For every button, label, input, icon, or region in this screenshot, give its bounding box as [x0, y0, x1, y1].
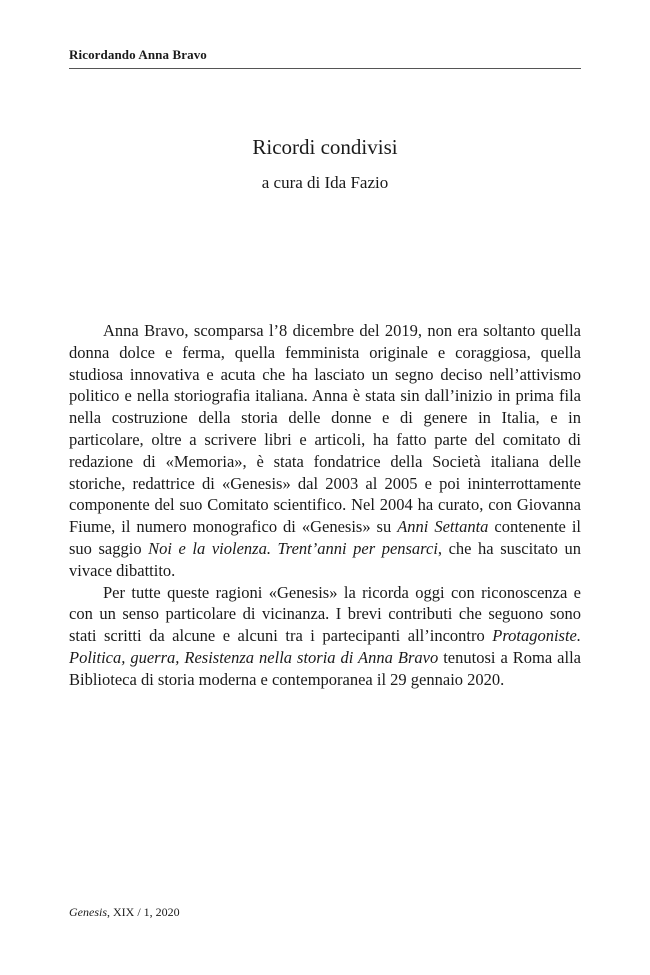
article-title: Ricordi condivisi [252, 135, 398, 159]
paragraph-1-text-b: contenente il suo saggio [69, 517, 581, 558]
paragraph-2 [69, 582, 581, 691]
paragraph-2-text-b: tenutosi a Roma alla Biblioteca di storia moderna e contemporanea il 29 gennaio 2020. [69, 647, 581, 689]
footer-issue: , XIX / 1, 2020 [107, 905, 180, 919]
running-head: Ricordando Anna Bravo [69, 47, 207, 62]
page-footer [69, 905, 180, 920]
footer-journal: Genesis [69, 905, 107, 919]
paragraph-1-text-a: Anna Bravo, scomparsa l’8 dicembre del 2019, non era soltanto quella donna dolce e ferma, quella femminista originale e coraggiosa, quella studiosa innovativa e acuta che ha lasciato un segno deciso nell’attivismo politico e nella storiografia italiana. Anna è stata sin dall’inizio in prima fila nella costruzione della storia delle donne e di genere in Italia, e in particolare, oltre a scrivere libri e articoli, ha fatto parte del comitato di redazione di «Memoria», è stata fondatrice della Società italiana delle storiche, redattrice di «Genesis» dal 2003 al 2005 e poi ininterrottamente componente del suo Comitato scientifico. Nel 2004 ha curato, con Giovanna Fiume, il numero monografico di «Genesis» su [69, 321, 581, 537]
paragraph-1-text-c: , che ha suscitato un vivace dibattito. [69, 538, 581, 580]
paragraph-1-italic-2: Noi e la violenza. Trent’anni per pensarci [148, 538, 438, 558]
paragraph-2-text-a: Per tutte queste ragioni «Genesis» la ricorda oggi con riconoscenza e con un senso particolare di vicinanza. I brevi contributi che seguono sono stati scritti da alcune e alcuni tra i partecipanti all’incontro [69, 582, 581, 646]
article-body [69, 320, 581, 691]
article-editor: a cura di Ida Fazio [261, 173, 389, 192]
paragraph-1-italic-1: Anni Settanta [397, 517, 489, 537]
paragraph-2-italic-1: Protagoniste. Politica, guerra, Resistenza nella storia di Anna Bravo [69, 626, 581, 667]
paragraph-1 [69, 320, 581, 582]
header-divider [69, 68, 581, 69]
